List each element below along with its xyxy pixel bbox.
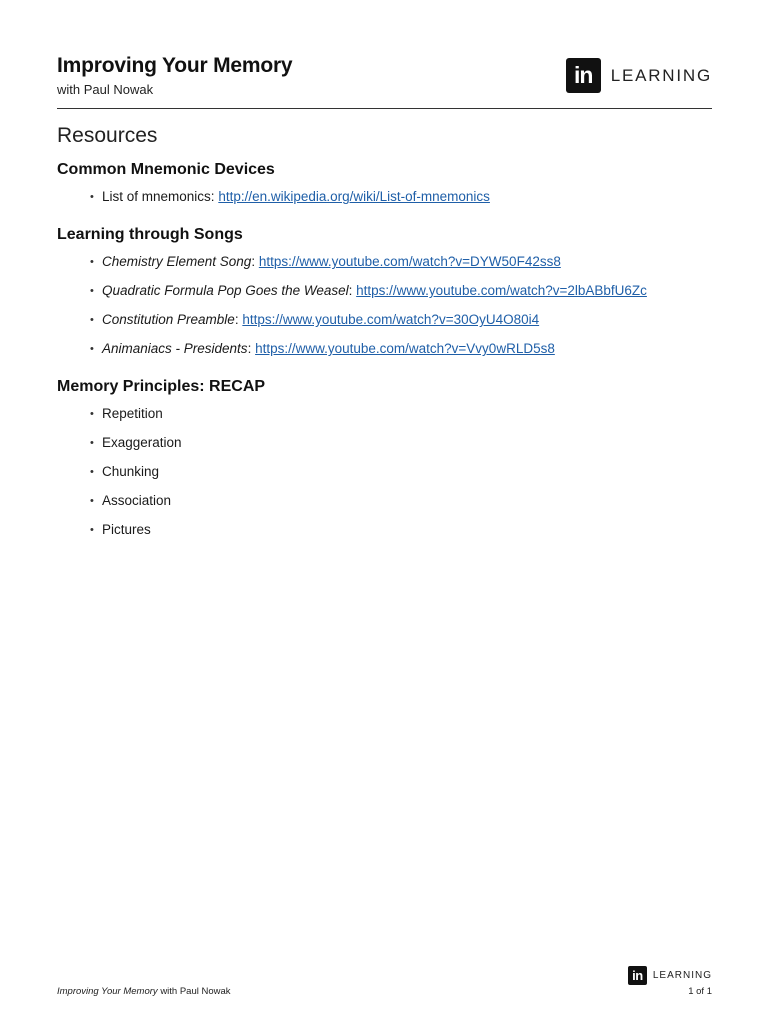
footer-course-title: Improving Your Memory	[57, 986, 158, 997]
linkedin-icon: in	[628, 966, 647, 985]
course-title: Improving Your Memory	[57, 54, 293, 77]
list-item: • Quadratic Formula Pop Goes the Weasel: https://www.youtube.com/watch?v=2lbABbfU6Zc	[57, 282, 712, 300]
song-link[interactable]: https://www.youtube.com/watch?v=30OyU4O80i4	[242, 312, 540, 327]
item-label: List of mnemonics	[102, 189, 211, 204]
list-item: • Chemistry Element Song: https://www.youtube.com/watch?v=DYW50F42ss8	[57, 253, 712, 271]
mnemonics-link[interactable]: http://en.wikipedia.org/wiki/List-of-mnemonics	[218, 189, 490, 204]
course-author: with Paul Nowak	[57, 82, 154, 97]
song-title: Constitution Preamble	[102, 312, 235, 327]
song-title: Quadratic Formula Pop Goes the Weasel	[102, 283, 349, 298]
list-item: • Repetition	[57, 405, 712, 423]
linkedin-icon: in	[566, 58, 601, 93]
list-item: • Exaggeration	[57, 434, 712, 452]
list-item: • Pictures	[57, 521, 712, 539]
list-item: • Constitution Preamble: https://www.youtube.com/watch?v=30OyU4O80i4	[57, 311, 712, 329]
linkedin-learning-logo	[566, 58, 712, 93]
song-title: Animaniacs - Presidents	[102, 341, 248, 356]
principles-heading: Memory Principles: RECAP	[57, 378, 266, 395]
document-header	[57, 54, 712, 109]
footer-author: with Paul Nowak	[160, 986, 231, 997]
song-title: Chemistry Element Song	[102, 254, 252, 269]
songs-heading: Learning through Songs	[57, 226, 243, 243]
section-title: Resources	[57, 124, 158, 147]
song-link[interactable]: https://www.youtube.com/watch?v=DYW50F42ss8	[258, 254, 561, 269]
principles-list	[57, 405, 712, 539]
songs-list	[57, 253, 712, 358]
footer-right	[628, 966, 712, 997]
logo-wordmark: LEARNING	[610, 65, 712, 85]
mnemonics-list	[57, 188, 712, 206]
list-item: • Chunking	[57, 463, 712, 481]
list-item: • Association	[57, 492, 712, 510]
mnemonics-heading: Common Mnemonic Devices	[57, 161, 275, 178]
list-item: • Animaniacs - Presidents: https://www.youtube.com/watch?v=Vvy0wRLD5s8	[57, 340, 712, 358]
footer-logo-wordmark: LEARNING	[652, 970, 712, 981]
list-item: • List of mnemonics: http://en.wikipedia.org/wiki/List-of-mnemonics	[57, 188, 712, 206]
song-link[interactable]: https://www.youtube.com/watch?v=2lbABbfU6Zc	[356, 283, 647, 298]
page-number: 1 of 1	[688, 986, 712, 997]
footer-course-line	[57, 986, 231, 997]
footer-logo	[628, 966, 712, 985]
song-link[interactable]: https://www.youtube.com/watch?v=Vvy0wRLD5s8	[255, 341, 555, 356]
document-body	[57, 124, 712, 550]
